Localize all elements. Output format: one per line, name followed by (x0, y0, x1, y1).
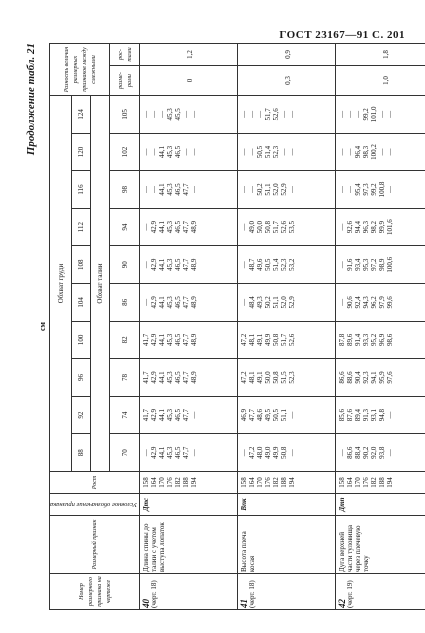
value-cell: — 42,9 44,1 45,3 46,5 47,7 48,9 (140, 246, 238, 284)
waist-value: 94 (110, 208, 140, 246)
table-row (238, 44, 336, 610)
waist-value: 102 (110, 133, 140, 171)
header-number: Номер размерного признака на чертеже (50, 574, 140, 610)
value-cell: — 42,9 44,1 45,3 46,5 47,7 48,9 (140, 284, 238, 322)
chest-value: 120 (72, 133, 91, 171)
row-feature: Высота плеча косая (238, 516, 336, 574)
value-cell: — 92,6 94,4 96,3 98,2 99,9 101,6 (336, 208, 425, 246)
value-cell: — 48,4 49,3 50,2 51,1 52,0 52,9 (238, 284, 336, 322)
waist-value: 82 (110, 321, 140, 359)
chest-value: 108 (72, 246, 91, 284)
value-cell: 85,6 87,6 89,4 91,3 93,1 94,8 — (336, 396, 425, 434)
row-heights: 158 164 170 176 182 188 194 (140, 472, 238, 494)
waist-value: 98 (110, 171, 140, 209)
page-header: ГОСТ 23167—91 С. 201 (279, 29, 405, 41)
chest-value: 124 (72, 96, 91, 134)
diff-size-cell: 1,0 (336, 66, 425, 96)
diff-height-cell: 1,8 (336, 44, 425, 66)
chest-value: 112 (72, 208, 91, 246)
chest-value: 104 (72, 284, 91, 322)
value-cell: — 47,2 48,0 49,0 49,9 50,8 — (238, 434, 336, 472)
header-diff-group: Разность величин размерных признаков между смежными (50, 44, 110, 96)
chest-value: 96 (72, 359, 91, 397)
chest-value: 100 (72, 321, 91, 359)
value-cell: — 42,9 44,1 45,3 46,5 47,7 — (140, 434, 238, 472)
header-symbol: Условное обозначение признака (50, 494, 140, 516)
value-cell: — 49,0 50,0 50,8 51,7 52,6 53,5 (238, 208, 336, 246)
row-feature: Длина спины до талии с учетом выступа лопаток (140, 516, 238, 574)
row-number: 41 (черт. 18) (238, 574, 336, 610)
value-cell: — — — 99,2 101,0 — — (336, 96, 425, 134)
waist-value: 70 (110, 434, 140, 472)
value-cell: — — 44,1 45,3 46,5 — — (140, 133, 238, 171)
value-cell: 87,8 89,6 91,4 93,3 95,2 96,9 98,6 (336, 321, 425, 359)
value-cell: 41,7 42,9 44,1 45,3 46,5 47,7 48,9 (140, 359, 238, 397)
rotated-table-page (25, 43, 412, 610)
table-row (336, 44, 425, 610)
value-cell: 47,2 48,1 49,1 49,9 50,8 51,7 52,6 (238, 321, 336, 359)
value-cell: 41,7 42,9 44,1 45,3 46,5 47,7 48,9 (140, 321, 238, 359)
value-cell: 86,6 88,6 90,4 92,3 94,1 95,9 97,6 (336, 359, 425, 397)
row-number: 42 (черт. 19) (336, 574, 425, 610)
value-cell: — — 50,5 51,4 52,3 — — (238, 133, 336, 171)
value-cell: — — 44,1 45,3 46,5 47,7 — (140, 171, 238, 209)
value-cell: — — 95,4 97,3 99,2 100,8 — (336, 171, 425, 209)
table-continuation-title: Продолжение табл. 21 (25, 43, 37, 156)
measurements-table (49, 43, 425, 610)
value-cell: 41,7 42,9 44,1 45,3 46,5 47,7 — (140, 396, 238, 434)
waist-value: 105 (110, 96, 140, 134)
header-diff-heights: рос-тами (110, 44, 140, 66)
waist-value: 78 (110, 359, 140, 397)
chest-value: 92 (72, 396, 91, 434)
value-cell: — — 50,2 51,1 52,0 52,9 — (238, 171, 336, 209)
value-cell: — 90,6 92,4 94,3 96,2 97,9 99,6 (336, 284, 425, 322)
chest-value: 88 (72, 434, 91, 472)
diff-size-cell: 0,3 (238, 66, 336, 96)
value-cell: 47,2 48,1 49,1 50,0 50,8 51,5 52,3 (238, 359, 336, 397)
chest-value: 116 (72, 171, 91, 209)
value-cell: — 91,6 93,4 95,3 97,2 98,9 100,6 (336, 246, 425, 284)
diff-height-cell: 0,9 (238, 44, 336, 66)
unit-label: см (38, 322, 47, 331)
value-cell: — 48,7 49,6 50,5 51,4 52,3 53,2 (238, 246, 336, 284)
header-feature: Размерный признак (50, 516, 140, 574)
row-heights: 158 164 170 176 182 188 194 (238, 472, 336, 494)
value-cell: — — — 45,3 45,5 — — (140, 96, 238, 134)
value-cell: — 86,6 88,4 90,2 92,0 93,8 — (336, 434, 425, 472)
header-girth-chest: Обхват груди (50, 96, 72, 472)
row-symbol: Дтп (336, 494, 425, 516)
value-cell: 46,9 47,7 48,6 49,5 50,5 51,1 — (238, 396, 336, 434)
value-cell: — — 96,4 98,3 100,2 — — (336, 133, 425, 171)
waist-value: 90 (110, 246, 140, 284)
header-diff-sizes: разме-рами (110, 66, 140, 96)
row-symbol: Впк (238, 494, 336, 516)
header-height: Рост (50, 472, 140, 494)
value-cell: — — — 51,7 52,6 — — (238, 96, 336, 134)
row-symbol: Дтс (140, 494, 238, 516)
value-cell: — 42,9 44,1 45,3 46,5 47,7 48,9 (140, 208, 238, 246)
header-girth-waist: Обхват талии (91, 96, 110, 472)
diff-size-cell: 0 (140, 66, 238, 96)
diff-height-cell: 1,2 (140, 44, 238, 66)
row-feature: Дуга верхней части туловища через плечевую точку (336, 516, 425, 574)
table-row (140, 44, 238, 610)
waist-value: 86 (110, 284, 140, 322)
waist-value: 74 (110, 396, 140, 434)
row-number: 40 (черт. 18) (140, 574, 238, 610)
row-heights: 158 164 170 176 182 188 194 (336, 472, 425, 494)
